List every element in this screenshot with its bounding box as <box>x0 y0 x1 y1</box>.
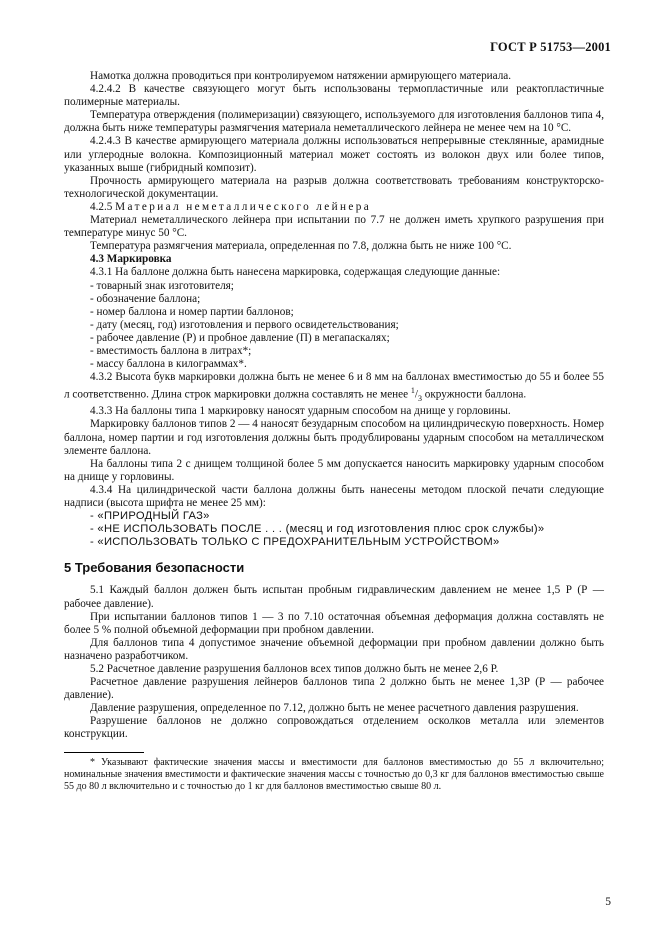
clause-5-2: 5.2 Расчетное давление разрушения баллонов всех типов должно быть не менее 2,6 Р. <box>90 663 499 675</box>
section-5-heading: 5 Требования безопасности <box>64 560 245 576</box>
list-item: - товарный знак изготовителя; <box>90 279 234 292</box>
clause-4-3-3: 4.3.3 На баллоны типа 1 маркировку наносят ударным способом на днище у горловины. <box>90 405 511 418</box>
clause-4-3-4: 4.3.4 На цилиндрической части баллона должны быть нанесены методом плоской печати следующие надписи (высота шрифта не менее 25 мм): <box>64 483 604 509</box>
list-item: - «ПРИРОДНЫЙ ГАЗ» <box>90 510 210 523</box>
list-item: - вместимость баллона в литрах*; <box>90 344 252 357</box>
paragraph: Маркировку баллонов типов 2 — 4 наносят безударным способом на цилиндрическую поверхность. Номер баллона, номер партии и год изготовления должны быть продублированы ударным способом на металлическом элементе баллона. <box>64 418 604 457</box>
footnote-divider <box>64 752 144 753</box>
document-code-header: ГОСТ Р 51753—2001 <box>490 40 611 54</box>
clause-4-3-2: 4.3.2 Высота букв маркировки должна быть не менее 6 и 8 мм на баллонах вместимостью до 55 и более 55 л соответственно. Длина строк маркировки должна составлять не менее $^1/_3$ окружности баллона. <box>64 371 604 404</box>
fraction-numerator: 1 <box>410 386 415 396</box>
fraction-denominator: 3 <box>417 394 422 404</box>
section-4-3-heading: 4.3 Маркировка <box>90 253 172 266</box>
clause-4-2-4-3: 4.2.4.3 В качестве армирующего материала должны использоваться непрерывные стеклянные, арамидные или углеродные волокна. Композиционный материал может состоять из волокон двух или более типов, указанных выше (гибридный композит). <box>64 135 604 174</box>
list-item: - «НЕ ИСПОЛЬЗОВАТЬ ПОСЛЕ . . . (месяц и год изготовления плюс срок службы)» <box>90 523 545 536</box>
paragraph: Прочность армирующего материала на разрыв должна соответствовать требованиям конструкторско-технологической документации. <box>64 174 604 200</box>
clause-title: Материал неметаллического лейнера <box>115 200 372 213</box>
page-number: 5 <box>605 896 611 908</box>
paragraph: Разрушение баллонов не должно сопровождаться отделением осколков металла или элементов конструкции. <box>64 715 604 741</box>
paragraph: Расчетное давление разрушения лейнеров баллонов типа 2 должно быть не менее 1,3Р (Р — рабочее давление). <box>64 676 604 702</box>
list-item: - дату (месяц, год) изготовления и первого освидетельствования; <box>90 318 399 331</box>
list-item: - обозначение баллона; <box>90 292 201 305</box>
clause-4-3-1: 4.3.1 На баллоне должна быть нанесена маркировка, содержащая следующие данные: <box>90 266 501 279</box>
list-item: - массу баллона в килограммах*. <box>90 358 247 371</box>
text-run: окружности баллона. <box>421 388 527 401</box>
paragraph: Температура отверждения (полимеризации) связующего, используемого для изготовления баллонов типа 4, должна быть ниже температуры размягчения материала неметаллического лейнера не менее чем на 10 °С. <box>64 109 604 135</box>
list-item: - номер баллона и номер партии баллонов; <box>90 305 294 318</box>
list-item: - рабочее давление (Р) и пробное давление (П) в мегапаскалях; <box>90 331 390 344</box>
text-run: 4.3.2 Высота букв маркировки должна быть не менее 6 и 8 мм на баллонах вместимостью до 55 и более 55 л соответственно. Длина строк маркировки должна составлять не менее <box>64 371 604 401</box>
document-body <box>64 70 604 793</box>
clause-number: 4.2.5 <box>90 200 113 213</box>
clause-4-2-5-heading <box>64 201 604 214</box>
footnote: * Указывают фактические значения массы и вместимости для баллонов вместимостью до 55 л включительно; номинальные значения вместимости и фактические значения массы с точностью до 0,3 кг для баллонов вместимостью свыше 55 до 80 л включительно и с точностью до 1 кг для баллонов вместимостью свыше 80 л. <box>64 756 604 792</box>
paragraph: Материал неметаллического лейнера при испытании по 7.7 не должен иметь хрупкого разрушения при температуре минус 50 °С. <box>64 214 604 240</box>
paragraph: Температура размягчения материала, определенная по 7.8, должна быть не ниже 100 °С. <box>90 240 512 253</box>
clause-4-2-4-2: 4.2.4.2 В качестве связующего могут быть использованы термопластичные или реактопластичные полимерные материалы. <box>64 83 604 109</box>
paragraph: На баллоны типа 2 с днищем толщиной более 5 мм допускается наносить маркировку ударным способом на днище у горловины. <box>64 457 604 483</box>
paragraph: Намотка должна проводиться при контролируемом натяжении армирующего материала. <box>90 70 512 82</box>
list-item: - «ИСПОЛЬЗОВАТЬ ТОЛЬКО С ПРЕДОХРАНИТЕЛЬНЫМ УСТРОЙСТВОМ» <box>90 536 500 549</box>
clause-5-1: 5.1 Каждый баллон должен быть испытан пробным гидравлическим давлением не менее 1,5 Р (Р — рабочее давление). <box>64 584 604 610</box>
paragraph: При испытании баллонов типов 1 — 3 по 7.10 остаточная объемная деформация должна составлять не более 5 % полной объемной деформации при пробном давлении. <box>64 610 604 636</box>
paragraph: Давление разрушения, определенное по 7.12, должно быть не менее расчетного давления разрушения. <box>90 702 579 715</box>
paragraph: Для баллонов типа 4 допустимое значение объемной деформации при пробном давлении должно быть назначено разработчиком. <box>64 636 604 662</box>
